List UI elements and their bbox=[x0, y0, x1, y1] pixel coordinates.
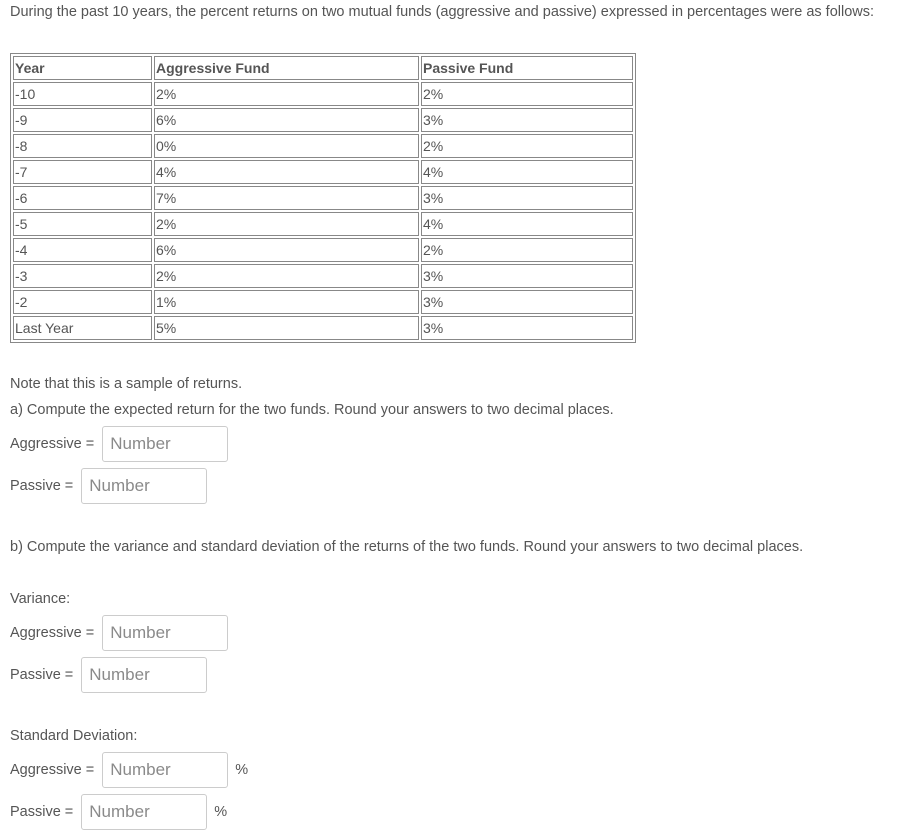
cell-year: -9 bbox=[13, 108, 152, 132]
cell-year: -4 bbox=[13, 238, 152, 262]
variance-aggressive-row bbox=[10, 615, 228, 651]
table-row bbox=[13, 134, 633, 158]
cell-aggressive-return: 2% bbox=[154, 264, 419, 288]
header-year: Year bbox=[13, 56, 152, 80]
cell-year: Last Year bbox=[13, 316, 152, 340]
expected-return-aggressive-input[interactable] bbox=[102, 426, 228, 462]
variance-passive-label: Passive = bbox=[10, 667, 74, 683]
stddev-aggressive-percent-unit: % bbox=[235, 762, 249, 778]
cell-aggressive-return: 1% bbox=[154, 290, 419, 314]
cell-passive-return: 2% bbox=[421, 134, 633, 158]
part-a-prompt: a) Compute the expected return for the two funds. Round your answers to two decimal places. bbox=[10, 402, 614, 418]
part-a-passive-label: Passive = bbox=[10, 478, 74, 494]
header-aggressive-fund: Aggressive Fund bbox=[154, 56, 419, 80]
stddev-aggressive-row bbox=[10, 752, 248, 788]
cell-passive-return: 3% bbox=[421, 264, 633, 288]
part-a-aggressive-label: Aggressive = bbox=[10, 436, 95, 452]
cell-aggressive-return: 2% bbox=[154, 212, 419, 236]
returns-table bbox=[10, 53, 636, 343]
variance-passive-row bbox=[10, 657, 207, 693]
stddev-passive-label: Passive = bbox=[10, 804, 74, 820]
variance-aggressive-input[interactable] bbox=[102, 615, 228, 651]
sample-note: Note that this is a sample of returns. bbox=[10, 376, 243, 392]
variance-heading: Variance: bbox=[10, 591, 71, 607]
cell-year: -5 bbox=[13, 212, 152, 236]
cell-aggressive-return: 2% bbox=[154, 82, 419, 106]
table-header-row bbox=[13, 56, 633, 80]
stddev-passive-row bbox=[10, 794, 227, 830]
part-a-passive-row bbox=[10, 468, 207, 504]
expected-return-passive-input[interactable] bbox=[81, 468, 207, 504]
stddev-heading: Standard Deviation: bbox=[10, 728, 138, 744]
cell-aggressive-return: 5% bbox=[154, 316, 419, 340]
cell-year: -2 bbox=[13, 290, 152, 314]
stddev-aggressive-input[interactable] bbox=[102, 752, 228, 788]
table-row bbox=[13, 212, 633, 236]
cell-year: -8 bbox=[13, 134, 152, 158]
part-a-aggressive-row bbox=[10, 426, 228, 462]
stddev-passive-input[interactable] bbox=[81, 794, 207, 830]
header-passive-fund: Passive Fund bbox=[421, 56, 633, 80]
cell-passive-return: 3% bbox=[421, 316, 633, 340]
cell-passive-return: 3% bbox=[421, 186, 633, 210]
cell-aggressive-return: 6% bbox=[154, 108, 419, 132]
cell-aggressive-return: 0% bbox=[154, 134, 419, 158]
table-row bbox=[13, 108, 633, 132]
cell-year: -7 bbox=[13, 160, 152, 184]
table-row bbox=[13, 82, 633, 106]
table-row bbox=[13, 160, 633, 184]
cell-year: -3 bbox=[13, 264, 152, 288]
part-b-prompt: b) Compute the variance and standard deviation of the returns of the two funds. Round your answers to two decimal places. bbox=[10, 539, 804, 555]
table-row bbox=[13, 238, 633, 262]
cell-passive-return: 2% bbox=[421, 82, 633, 106]
cell-passive-return: 4% bbox=[421, 212, 633, 236]
cell-year: -6 bbox=[13, 186, 152, 210]
cell-aggressive-return: 7% bbox=[154, 186, 419, 210]
cell-passive-return: 3% bbox=[421, 290, 633, 314]
table-row bbox=[13, 264, 633, 288]
table-row bbox=[13, 186, 633, 210]
cell-passive-return: 3% bbox=[421, 108, 633, 132]
stddev-passive-percent-unit: % bbox=[214, 804, 228, 820]
cell-aggressive-return: 4% bbox=[154, 160, 419, 184]
variance-passive-input[interactable] bbox=[81, 657, 207, 693]
table-row bbox=[13, 290, 633, 314]
table-row bbox=[13, 316, 633, 340]
cell-passive-return: 2% bbox=[421, 238, 633, 262]
stddev-aggressive-label: Aggressive = bbox=[10, 762, 95, 778]
variance-aggressive-label: Aggressive = bbox=[10, 625, 95, 641]
cell-passive-return: 4% bbox=[421, 160, 633, 184]
cell-year: -10 bbox=[13, 82, 152, 106]
problem-intro: During the past 10 years, the percent returns on two mutual funds (aggressive and passive) expressed in percentages were as follows: bbox=[10, 4, 875, 20]
cell-aggressive-return: 6% bbox=[154, 238, 419, 262]
